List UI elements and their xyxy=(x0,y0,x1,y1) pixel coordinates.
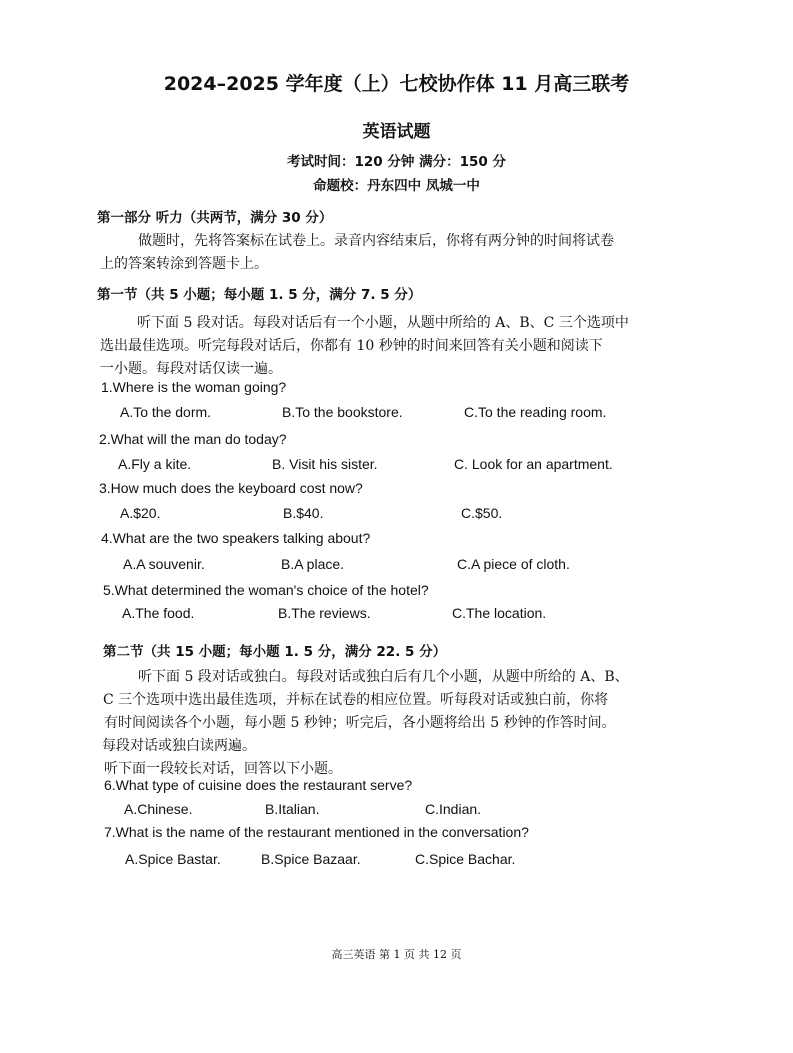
question-2-option-b: B. Visit his sister. xyxy=(272,456,378,472)
question-3-option-a: A.$20. xyxy=(120,505,161,521)
page-footer: 高三英语 第 1 页 共 12 页 xyxy=(331,948,462,961)
section2-heading: 第二节（共 15 小题；每小题 1. 5 分，满分 22. 5 分） xyxy=(103,644,447,660)
question-6: 6.What type of cuisine does the restaurant serve? xyxy=(104,777,413,793)
section1-instruction-line2: 选出最佳选项。听完每段对话后，你都有 10 秒钟的时间来回答有关小题和阅读下 xyxy=(100,338,603,354)
question-7-option-c: C.Spice Bachar. xyxy=(415,851,516,867)
part1-instruction-line2: 上的答案转涂到答题卡上。 xyxy=(100,256,268,272)
question-7-option-b: B.Spice Bazaar. xyxy=(261,851,361,867)
question-4-option-c: C.A piece of cloth. xyxy=(457,556,570,572)
question-4-option-a: A.A souvenir. xyxy=(123,556,205,572)
question-4: 4.What are the two speakers talking about? xyxy=(101,530,371,546)
section1-instruction-line1: 听下面 5 段对话。每段对话后有一个小题，从题中所给的 A、B、C 三个选项中 xyxy=(137,315,629,331)
section1-heading: 第一节（共 5 小题；每小题 1. 5 分，满分 7. 5 分） xyxy=(97,287,422,303)
question-3: 3.How much does the keyboard cost now? xyxy=(99,480,363,496)
question-1-option-b: B.To the bookstore. xyxy=(282,404,403,420)
question-5-option-a: A.The food. xyxy=(122,605,195,621)
question-4-option-b: B.A place. xyxy=(281,556,345,572)
subject-title: 英语试题 xyxy=(362,122,431,142)
section2-instruction-line3: 有时间阅读各个小题，每小题 5 秒钟；听完后，各小题将给出 5 秒钟的作答时间。 xyxy=(104,715,616,731)
question-2-option-a: A.Fly a kite. xyxy=(118,456,192,472)
question-2: 2.What will the man do today? xyxy=(99,431,287,447)
question-5: 5.What determined the woman's choice of the hotel? xyxy=(103,582,429,598)
question-5-option-b: B.The reviews. xyxy=(278,605,371,621)
question-3-option-b: B.$40. xyxy=(283,505,324,521)
question-6-option-b: B.Italian. xyxy=(265,801,320,817)
setter-schools: 命题校：丹东四中 凤城一中 xyxy=(313,178,480,194)
part1-instruction-line1: 做题时，先将答案标在试卷上。录音内容结束后，你将有两分钟的时间将试卷 xyxy=(138,233,614,249)
question-6-option-a: A.Chinese. xyxy=(124,801,193,817)
exam-title: 2024–2025 学年度（上）七校协作体 11 月高三联考 xyxy=(163,73,630,95)
part1-heading: 第一部分 听力（共两节，满分 30 分） xyxy=(97,210,333,226)
question-1: 1.Where is the woman going? xyxy=(101,379,287,395)
section2-instruction-line2: C 三个选项中选出最佳选项，并标在试卷的相应位置。听每段对话或独白前，你将 xyxy=(103,692,609,708)
question-5-option-c: C.The location. xyxy=(452,605,547,621)
exam-time-info: 考试时间：120 分钟 满分：150 分 xyxy=(287,154,506,170)
question-1-option-a: A.To the dorm. xyxy=(120,404,212,420)
question-6-option-c: C.Indian. xyxy=(425,801,482,817)
question-2-option-c: C. Look for an apartment. xyxy=(454,456,613,472)
section2-prompt: 听下面一段较长对话，回答以下小题。 xyxy=(104,761,342,777)
question-7-option-a: A.Spice Bastar. xyxy=(125,851,221,867)
question-1-option-c: C.To the reading room. xyxy=(464,404,607,420)
section2-instruction-line1: 听下面 5 段对话或独白。每段对话或独白后有几个小题，从题中所给的 A、B、 xyxy=(138,669,629,685)
question-7: 7.What is the name of the restaurant mentioned in the conversation? xyxy=(104,824,529,840)
question-3-option-c: C.$50. xyxy=(461,505,503,521)
section1-instruction-line3: 一小题。每段对话仅读一遍。 xyxy=(100,361,282,377)
section2-instruction-line4: 每段对话或独白读两遍。 xyxy=(102,738,256,754)
